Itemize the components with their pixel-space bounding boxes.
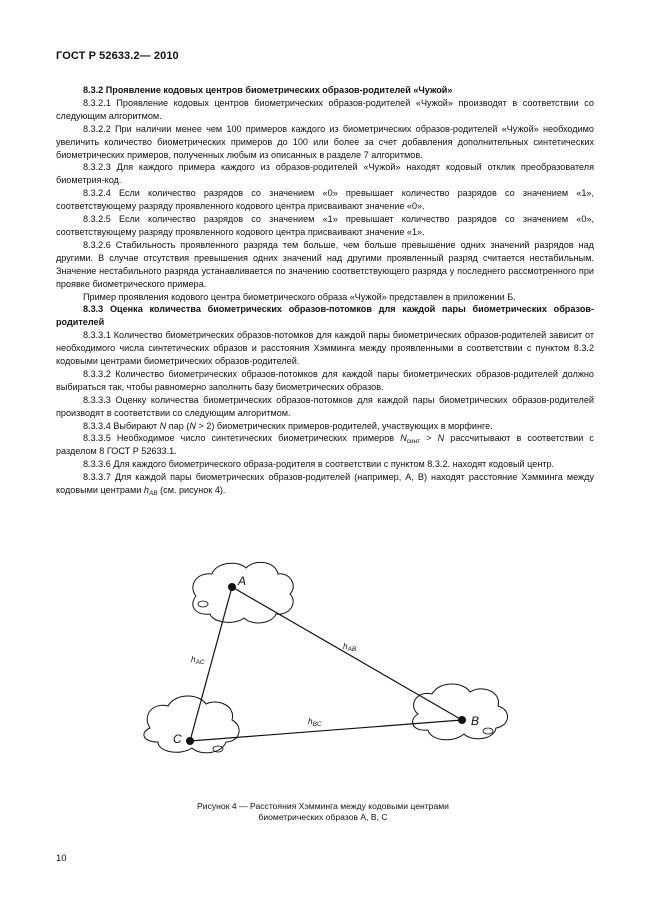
standard-header: ГОСТ Р 52633.2— 2010 [56,50,179,62]
label-h-ac: $h_{AC}$ [191,655,205,666]
paragraph-8-3-3-1: 8.3.3.1 Количество биометрических образов-потомков для каждой пары биометрических образов-родителей зависит от необходимого числа синтетических образов и расстояния Хэмминга между проявленными в соответствии с пунктом 8.3.2 кодовыми центрами биометрических образов-родителей. [56,330,594,367]
paragraph-8-3-3-3: 8.3.3.3 Оценку количества биометрических образов-потомков для каждой пары биометрических образов-родителей производят в соответствии со следующим алгоритмом. [56,394,594,418]
figure-caption [0,801,646,823]
label-h-ab: $h_{AB}$ [343,642,357,653]
paragraph-8-3-2-3: 8.3.2.3 Для каждого примера каждого из образов-родителей «Чужой» находят кодовый отклик преобразователя биометрия-код. [56,162,594,186]
label-point-c: C [173,732,182,746]
paragraph-8-3-3-7: 8.3.3.7 Для каждой пары биометрических образов-родителей (например, А, В) находят расстояние Хэмминга между кодовыми центрами $h_{AB}$ (см. рисунок 4). [56,472,594,498]
paragraph-8-3-3-6: 8.3.3.6 Для каждого биометрического образа-родителя в соответствии с пунктом 8.3.2. находят кодовый центр. [83,459,555,470]
hamming-diagram [0,556,646,800]
paragraph-8-3-2-1: 8.3.2.1 Проявление кодовых центров биометрических образов-родителей «Чужой» производят в соответствии со следующим алгоритмом. [56,97,594,121]
point-a-marker [228,583,236,591]
point-b-marker [458,716,466,724]
edge-ab [232,587,462,720]
paragraph-example-ref: Пример проявления кодового центра биометрического образа «Чужой» представлен в приложении Б. [83,291,516,302]
point-c-marker [186,737,194,745]
document-body [56,84,594,497]
paragraph-8-3-3-5: 8.3.3.5 Необходимое число синтетических биометрических примеров $N_{синт} > N$ рассчитывают в соответствии с разделом 8 ГОСТ Р 52633.1. [56,433,594,457]
paragraph-8-3-2-2: 8.3.2.2 При наличии менее чем 100 примеров каждого из биометрических образов-родителей «Чужой» необходимо увеличить количество биометрических примеров до 100 или более за счет добавления дополнительных синтетических биометрических примеров, полученных любым из описанных в разделе 7 алгоритмов. [56,123,594,160]
paragraph-8-3-2-5: 8.3.2.5 Если количество разрядов со значением «1» превышает количество разрядов со значением «0», соответствующему разряду проявленного кодового центра присваивают значение «1». [56,214,594,237]
paragraph-8-3-2-6: 8.3.2.6 Стабильность проявленного разряда тем больше, чем больше превышение одних значений разрядов над другими. В случае отсутствия превышения одних значений над другими проявленный разряд считается нестабильным. Значение нестабильного разряда устанавливается по значению соответствующего разряда у последнего рассмотренного при проявке биометрического примера. [56,239,594,289]
caption-line-2: биометрических образов А, В, С [258,812,388,822]
figure-4 [0,556,646,800]
section-8-3-2-title: 8.3.2 Проявление кодовых центров биометрических образов-родителей «Чужой» [83,85,453,95]
paragraph-8-3-3-2: 8.3.3.2 Количество биометрических образов-потомков для каждой пары биометрических образов-родителей должно выбираться так, чтобы равномерно заполнить базу биометрических образов. [56,368,594,392]
paragraph-8-3-2-4: 8.3.2.4 Если количество разрядов со значением «0» превышает количество разрядов со значением «1», соответствующему разряду проявленного кодового центра присваивают значение «0». [56,188,594,212]
page-number: 10 [56,853,67,864]
label-h-bc: $h_{BC}$ [308,717,322,728]
caption-line-1: Рисунок 4 — Расстояния Хэмминга между кодовыми центрами [197,801,449,811]
section-8-3-3-title: 8.3.3 Оценка количества биометрических образов-потомков для каждой пары биометрических образов-родителей [56,304,594,328]
label-point-b: B [471,714,480,728]
label-point-a: A [238,574,247,588]
paragraph-8-3-3-4: 8.3.3.4 Выбирают N пар (N > 2) биометрических примеров-родителей, участвующих в морфинге. [83,420,493,431]
